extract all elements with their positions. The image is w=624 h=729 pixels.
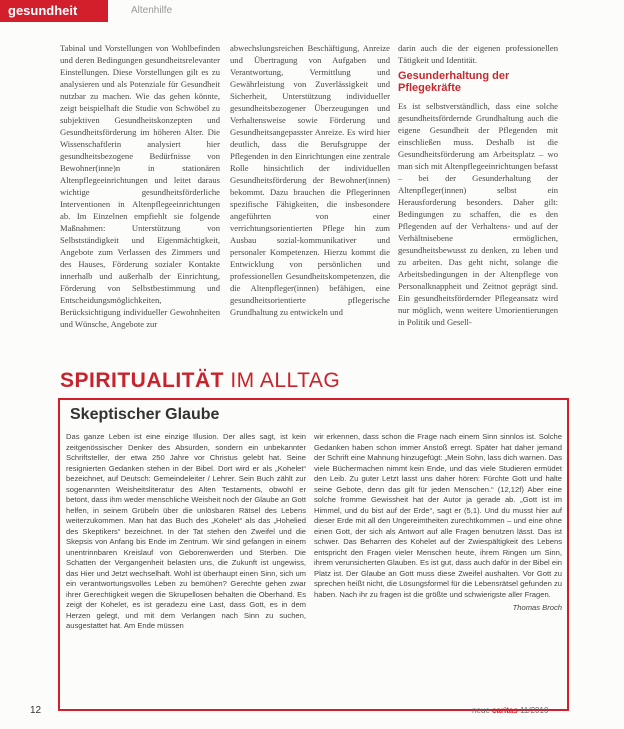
subheading [398, 70, 558, 94]
article-paragraph: darin auch die der eigenen professionellen Tätigkeit und Identität. [398, 43, 558, 65]
footer-brand-part3: 11/2010 [520, 706, 549, 715]
section-tag [0, 0, 108, 22]
footer-brand [472, 706, 548, 715]
spirituality-title-light: IM ALLTAG [230, 369, 341, 392]
subheading-line-2: Pflegekräfte [398, 82, 461, 94]
box-title: Skeptischer Glaube [70, 406, 220, 423]
footer-brand-part1: neue [472, 706, 490, 715]
article-paragraph: Es ist selbstverständlich, dass eine solche gesundheitsfördernde Grundhaltung auch die eigene Gesundheit der Pflegenden mit einschließen muss. Deshalb ist die Gesundheitsförderung am Arbeitsplatz – wo man sich mit Altenpflegeeinrichtungen befasst – bei der Gesunderhaltung der Altenpfleger(innen) selbst ein Herausforderung besonders. Daher gilt: Bedingungen zu schaffen, die es den Pflegenden auf der Verhaltens- und auf der Verhältnisebene ermöglichen, gesundheitsbewusst zu denken, zu leben und zu arbeiten. Das geht nicht, solange die Arbeitsbedingungen in der Altenpflege von Personalknappheit und Zeitnot geprägt sind. Ein gesundheitsfördernder Pflegeansatz wird nur möglich, wenn weitere Umorientierungen in Politik und Gesell- [398, 101, 558, 327]
spirituality-title [60, 369, 340, 393]
section-tag-label: gesundheit [8, 3, 78, 18]
article-column-1 [60, 42, 220, 330]
article-paragraph: Tabinal und Vorstellungen von Wohlbefinden und deren Bedingungen gesundheitsrelevanter Einstellungen. Diese Vorstellungen gilt es zu analysieren und als Potenziale für Gesundheit nutzbar zu machen. Wie das gehen könnte, zeigt beispielhaft die Studie von Schwöbel zu subjektiven Gesundheitskonzepten und Gesundheitsförderung im höheren Alter. Die Wissenschaftlerin analysiert hier gesundheitsbezogene Bedürfnisse von Bewohner(inne)n in stationären Altenpflegeeinrichtungen und leitet daraus wichtige gesundheitsförderliche Interventionen in Altenpflegeeinrichtungen ab. Im Einzelnen empfiehlt sie folgende Maßnahmen: Unterstützung von Selbstständigkeit und Eigenmächtigkeit, Angebote zum Verlassen des Zimmers und des Hauses, Förderung sozialer Kontakte innerhalb und außerhalb der Einrichtung, Förderung von Selbstbestimmung und Entscheidungsmöglichkeiten, Berücksichtigung individueller Gewohnheiten und Wünsche, Angebote zur [60, 43, 220, 329]
article-column-2 [230, 42, 390, 318]
box-column-1 [66, 432, 306, 632]
page-number: 12 [30, 705, 42, 716]
article-column-3 [398, 42, 558, 328]
box-column-2 [314, 432, 562, 614]
footer-brand-part2: caritas [492, 706, 518, 715]
article-paragraph: abwechslungsreichen Beschäftigung, Anreize und Übertragung von Aufgaben und Verantwortung, Vermittlung und Gewährleistung von Zuverlässigkeit und Sicherheit, Unterstützung individueller gesundheitsbezogener Überzeugungen und Verhaltensweise sowie Förderung und Gesundheitsangepasster Anreize. Es wird hier deutlich, dass die Berufsgruppe der Pflegenden in den Einrichtungen eine zentrale Rolle hinsichtlich der individuellen Gesundheitsförderung der Bewohner(innen) bekommt. Dazu brauchen die Pflegerinnen spezifische Fähigkeiten, die insbesondere angeführten von einer verrichtungsorientierten Pflege hin zum Ausbau sozial-kommunikativer und personaler Kompetenzen. Hierzu kommt die Entwicklung von persönlichen und professionellen Gesundheitskompetenzen, die die Altenpfleger(innen) befähigen, eine gesundheitsorientierte pflegerische Grundhaltung zu entwickeln und [230, 43, 390, 317]
box-paragraph: wir erkennen, dass schon die Frage nach einem Sinn sinnlos ist. Solche Gedanken haben schon immer Anstoß erregt. Später hat daher jemand der Schrift eine Mahnung hinzugefügt: „Mein Sohn, lass dich warnen. Das viele Büchermachen nimmt kein Ende, und das viele Studieren ermüdet den Leib. Zu guter Letzt lasst uns daher hören: Fürchte Gott und halte seine Gebote, denn das gilt für jeden Menschen.“ (12,12f) Aber eine solche fromme Gewissheit hat der Autor ja gerade ab. „Gott ist im Himmel, und du bist auf der Erde“, sagt er (5,1). Und du musst hier auf dieser Erde mit all den Ungereimtheiten zurechtkommen – und eine ohne einen Gott, der sich als Antwort auf alle Fragen benutzen lässt. Das ist schwer. Das Beharren des Kohelet auf der Zwiespältigkeit des Lebens entspricht den Fragen vieler Menschen heute, ihrem Ringen um Sinn, ihrem verunsicherten Glauben. Es ist gut, dass auch dafür in der Bibel ein Platz ist. Der Glaube an Gott muss diese Zweifel aushalten. Vor Gott zu sprechen heißt nicht, die Lösungsformel für die Lebensrätsel gefunden zu haben. Nach ihr zu fragen ist die größte und schwierigste aller Fragen. [314, 432, 562, 599]
subheading-line-1: Gesunderhaltung der [398, 70, 510, 82]
author: Thomas Broch [512, 603, 562, 612]
section-subtag: Altenhilfe [131, 5, 173, 16]
spirituality-title-bold: SPIRITUALITÄT [60, 369, 224, 392]
box-paragraph: Das ganze Leben ist eine einzige Illusion. Der alles sagt, ist kein zeitgenössischer Denker des Absurden, sondern ein unbekannter Schriftsteller, der etwa 250 Jahre vor Christus gelebt hat. Seine resignierten Gedanken stehen in der Bibel. Dort wird er als „Kohelet“ bezeichnet, auf Deutsch: Gemeindeleiter / Lehrer. Sein Buch zählt zur sogenannten Weisheitsliteratur des Alten Testaments, obwohl er betont, dass ihm weder menschliche Weisheit noch der Glaube an Gott helfen, in seinem Grübeln über die unlösbaren Rätsel des Lebens weiterzukommen. Man hat das Buch des „Kohelet“ als das „Hohelied des Skeptikers“ bezeichnet. In der Tat stehen den Zweifel und die Skepsis von Anfang bis Ende im Zentrum. Wir sind gefangen in einem unentrinnbaren Kreislauf von Geborenwerden und Sterben. Die Schatten der Vergangenheit belasten uns, die Zukunft ist ungewiss, das Hier und Jetzt wechselhaft. Wohl ist überhaupt einen Sinn, sich um ein verantwortungsvolles Leben zu bemühen? Gerechte gehen zwar ihrer Gerechtigkeit wegen die Skrupellosen behalten die Oberhand. Es zeigt der Kohelet, es ist geradezu eine Last, dass Gott, es in dem Herzen gelegt, und mit dem Verlangen nach Sinn zu suchen, ausgestattet hat. Am Ende müssen [66, 432, 306, 630]
